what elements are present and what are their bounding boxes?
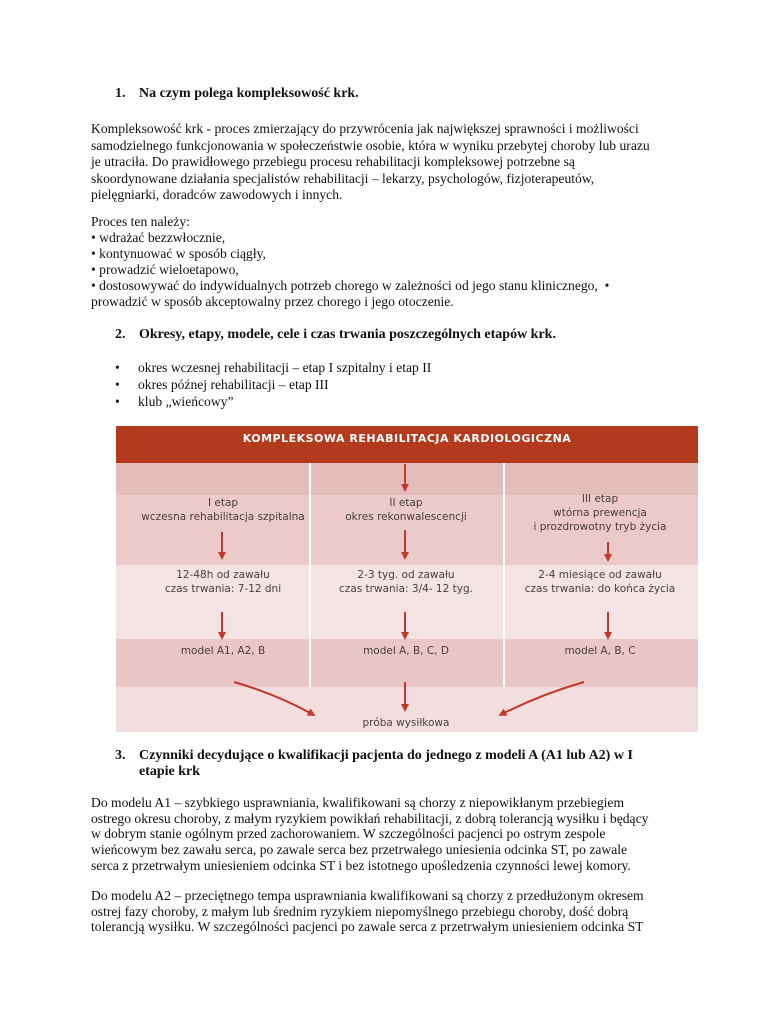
stage-start: 2-3 tyg. od zawału <box>357 569 455 581</box>
paragraph-line: Do modelu A1 – szybkiego usprawniania, kwalifikowani są chorzy z niepowikłanym przebiegiem <box>91 795 625 810</box>
section-1-heading <box>115 86 675 104</box>
paragraph-line: samodzielnego funkcjonowania w społeczeństwie osobie, która w wyniku przebytej choroby lub urazu <box>91 137 650 153</box>
stage-duration: czas trwania: 3/4- 12 tyg. <box>339 583 473 595</box>
paragraph-line: Do modelu A2 – przeciętnego tempa usprawniania kwalifikowani są chorzy z przedłużonym okresem <box>91 888 644 903</box>
model-a2-paragraph <box>91 888 677 935</box>
section-3-number: 3. <box>115 748 126 763</box>
rehabilitation-diagram <box>116 426 698 732</box>
paragraph-line: skoordynowane działania specjalistów rehabilitacji – lekarzy, psychologów, fizjoterapeutów, <box>91 170 595 186</box>
stage-name: I etap <box>207 497 239 509</box>
section-2-heading <box>115 327 675 345</box>
stage-description: wczesna rehabilitacja szpitalna <box>141 511 305 523</box>
paragraph-line: serca z przetrwałym uniesieniem odcinka ST i bez istotnego upośledzenia czynności lewej komory. <box>91 857 631 873</box>
section-3-title <box>139 748 679 780</box>
section-2-number: 2. <box>115 327 126 342</box>
process-item <box>91 294 454 311</box>
stage-start: 2-4 miesiące od zawału <box>538 569 662 581</box>
period-item: okres późnej rehabilitacji – etap III <box>138 377 329 392</box>
process-item: • dostosowywać do indywidualnych potrzeb chorego w zależności od jego stanu klinicznego, • <box>91 278 610 293</box>
flow-arrows <box>116 426 698 732</box>
process-item-text: dostosowywać do indywidualnych potrzeb chorego w zależności od jego stanu klinicznego, <box>99 278 598 293</box>
paragraph-line: ostrego okresu choroby, z małym ryzykiem powikłań rehabilitacji, z dobrą tolerancją wysiłku i będący <box>91 810 649 826</box>
section-2-title: Okresy, etapy, modele, cele i czas trwania poszczególnych etapów krk. <box>139 327 556 342</box>
model-a1-paragraph <box>91 795 677 874</box>
section-3-heading <box>115 748 675 782</box>
paragraph-line: je utraciła. Do prawidłowego przebiegu procesu rehabilitacji kompleksowej potrzebne są <box>91 154 575 169</box>
bullet-icon: • <box>115 394 120 409</box>
stage-duration: czas trwania: 7-12 dni <box>164 583 282 595</box>
process-item-text: kontynuować w sposób ciągły, <box>99 246 266 261</box>
process-item-text: wdrażać bezzwłocznie, <box>99 230 226 245</box>
diagram-title: KOMPLEKSOWA REHABILITACJA KARDIOLOGICZNA <box>242 432 572 445</box>
process-item: • prowadzić wieloetapowo, <box>91 262 239 277</box>
paragraph-line: wieńcowym bez zawału serca, po zawale serca bez przetrwałego uniesienia odcinka ST, po zawale <box>91 842 628 858</box>
stage-description: okres rekonwalescencji <box>345 511 467 523</box>
paragraph-line: ostrej fazy choroby, z małym lub średnim ryzykiem niepomyślnego przebiegu choroby, dość dobrą <box>91 903 629 919</box>
bullet-icon: • <box>115 360 120 375</box>
stage-duration: czas trwania: do końca życia <box>524 583 676 595</box>
paragraph-line: tolerancją wysiłku. W szczególności pacjenci po zawale serca z przetrwałym uniesieniem odcinka ST <box>91 919 644 935</box>
arrow-diagonal-icon <box>234 682 312 714</box>
section-1-title: Na czym polega kompleksowość krk. <box>139 86 359 101</box>
exercise-test-label: próba wysiłkowa <box>362 717 450 729</box>
paragraph-line: Kompleksowość krk - proces zmierzający do przywrócenia jak największej sprawności i możliwości <box>91 121 639 136</box>
paragraph-line: pielęgniarki, doradców zawodowych i innych. <box>91 187 343 202</box>
process-item: • wdrażać bezzwłocznie, <box>91 230 226 245</box>
stage-name: III etap <box>581 493 619 505</box>
section-1-number: 1. <box>115 86 126 101</box>
process-item: • kontynuować w sposób ciągły, <box>91 246 266 261</box>
bullet-icon: • <box>115 377 120 392</box>
process-item-text: prowadzić wieloetapowo, <box>99 262 239 277</box>
period-item: klub „wieńcowy” <box>138 394 234 409</box>
section-3-title-line: Czynniki decydujące o kwalifikacji pacjenta do jednego z modeli A (A1 lub A2) w I <box>139 748 633 763</box>
stage-2-model: model A, B, C, D <box>363 645 449 657</box>
stage-start: 12-48h od zawału <box>176 569 270 581</box>
stage-name: II etap <box>389 497 423 509</box>
stage-1-model: model A1, A2, B <box>180 645 266 657</box>
stage-description-extra: i prozdrowotny tryb życia <box>533 521 667 533</box>
process-item-text: prowadzić w sposób akceptowalny przez chorego i jego otoczenie. <box>91 294 454 309</box>
stage-description: wtórna prewencja <box>553 507 647 519</box>
period-item: okres wczesnej rehabilitacji – etap I szpitalny i etap II <box>138 360 432 375</box>
process-intro: Proces ten należy: <box>91 214 190 229</box>
section-3-title-line: etapie krk <box>139 764 201 779</box>
arrow-diagonal-icon <box>502 682 584 714</box>
paragraph-line: w dobrym stanie ogólnym przed zachorowaniem. W szczególności pacjenci po ostrym zespole <box>91 826 606 842</box>
section-1-paragraph <box>91 121 677 204</box>
stage-3-model: model A, B, C <box>564 645 636 657</box>
